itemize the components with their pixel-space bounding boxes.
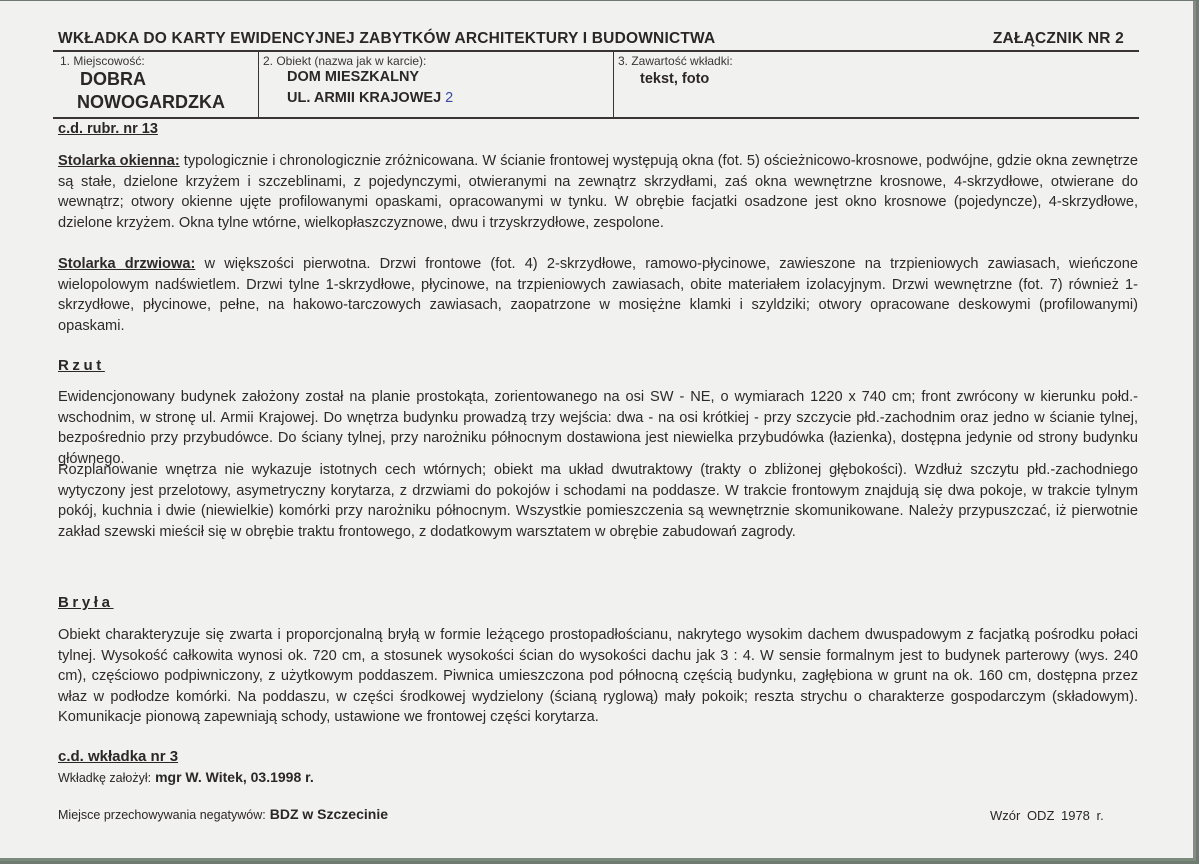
template-label: Wzór ODZ 1978 r. [990,808,1104,823]
field-locality-line1: DOBRA [80,69,146,89]
doors-paragraph [58,254,1138,336]
document-title: WKŁADKA DO KARTY EWIDENCYJNEJ ZABYTKÓW ARCHITEKTURY I BUDOWNICTWA [58,30,716,47]
field-contents-label: 3. Zawartość wkładki: [618,54,733,68]
field-locality-line2: NOWOGARDZKA [77,92,225,112]
windows-text: typologicznie i chronologicznie zróżnicowana. W ścianie frontowej występują okna (fot. 5) ościeżnicowo-krosnowe, podwójne, gdzie okna zewnętrze są stałe, dzielone krzyżem i szczeblinami, z pojedynczymi, otwieranymi na zewnątrz skrzydłami, zaś okna wewnętrzne krosnowe, 4-skrzydłowe, otwierane do wewnątrz; otwory okienne ujęte profilowanymi opaskami, opracowanymi w tynku. W obrębie facjatki osadzone jest okno krosnowe (pojedyncze), 4-skrzydłowe, dzielone krzyżem. Okna tylne wtórne, wielkopłaszczyznowe, dwu i trzyskrzydłowe, zespolone. [58,153,1139,231]
document-header [58,30,1138,48]
windows-paragraph [58,151,1138,233]
field-object [258,52,613,117]
field-object-house-number: 2 [445,90,454,106]
doors-text: w większości pierwotna. Drzwi frontowe (fot. 4) 2-skrzydłowe, ramowo-płycinowe, zawieszone na trzpieniowych zawiasach, wieńczone wielopolowym nadświetlem. Drzwi tylne 1-skrzydłowe, płycinowe, na trzpieniowych zawiasach, obite materiałem izolacyjnym. Drzwi wewnętrzne (fot. 7) również 1-skrzydłowe, płycinowe, pełne, na hakowo-tarczowych zawiasach, zaopatrzone w mosiężne klamki i szyldziki; otwory opracowane deskowymi (profilowanymi) opaskami. [58,256,1139,334]
created-by-label: Wkładkę założył: [58,771,152,785]
created-by [58,769,314,785]
doors-lead: Stolarka drzwiowa: [58,256,196,272]
negatives-location [58,806,388,822]
document-page [0,1,1196,861]
field-object-line2 [287,90,453,106]
rzut-paragraph-2: Rozplanowanie wnętrza nie wykazuje istotnych cech wtórnych; obiekt ma układ dwutraktowy (trakty o zbliżonej głębokości). Wzdłuż szczytu płd.-zachodniego wytyczony jest przelotowy, asymetryczny korytarza, z drzwiami do pokojów i schodami na poddasze. W trakcie frontowym znajdują się dwa pokoje, w trakcie tylnym pokój, kuchnia i dwie (niewielkie) komórki przy narożniku północnym. Wszystkie pomieszczenia są wewnętrznie skomunikowane. Należy przypuszczać, iż pierwotnie zakład szewski mieścił się w obrębie traktu frontowego, z dodatkowym warsztatem w obrębie zabudowań zagrody. [58,462,1138,540]
bryla-paragraph: Obiekt charakteryzuje się zwarta i proporcjonalną bryłą w formie leżącego prostopadłościanu, nakrytego wysokim dachem dwuspadowym z facjatką pośrodku połaci tylnej. Wysokość całkowita wynosi ok. 720 cm, a stosunek wysokości ścian do wysokości dachu jak 3 : 4. W sensie formalnym jest to budynek parterowy (wys. 240 cm), częściowo podpiwniczony, z użytkowym poddaszem. Piwnica umieszczona pod północną częścią budynku, zagłębiona w grunt na ok. 160 cm, dostępna przez właz w podłodze komórki. Na poddaszu, w części środkowej wydzielony (ścianą ryglową) mały pokoik; reszta strychu o charakterze gospodarczym (składowym). Komunikacje pionową zapewniają schody, ustawione we frontowej części korytarza. [58,627,1138,726]
windows-lead: Stolarka okienna: [58,153,180,169]
field-contents-value: tekst, foto [640,71,710,87]
field-locality-label: 1. Miejscowość: [60,54,145,68]
field-contents [613,52,1139,117]
field-object-label: 2. Obiekt (nazwa jak w karcie): [263,54,427,68]
form-fields-row [53,52,1139,117]
rzut-paragraph-1: Ewidencjonowany budynek założony został na planie prostokąta, zorientowanego na osi SW - NE, o wymiarach 1220 x 740 cm; front zwrócony w kierunku połd.-wschodnim, w stronę ul. Armii Krajowej. Do wnętrza budynku prowadzą trzy wejścia: dwa - na osi krótkiej - przy szczycie płd.-zachodnim oraz jedno w ścianie tylnej, bezpośrednio przy przybudówce. Do ściany tylnej, przy narożniku północnym dostawiona jest niewielka przybudówka (łazienka), dostępna jedynie od strony budynku głównego. [58,389,1138,467]
rzut-heading: Rzut [58,357,105,374]
negatives-value: BDZ w Szczecinie [269,806,388,822]
fields-rule [53,117,1139,119]
bryla-heading: Bryła [58,594,114,611]
field-locality [53,52,258,117]
field-object-line1: DOM MIESZKALNY [287,69,420,85]
negatives-label: Miejsce przechowywania negatywów: [58,808,266,822]
attachment-number: ZAŁĄCZNIK NR 2 [992,30,1124,47]
next-insert-label: c.d. wkładka nr 3 [58,748,179,765]
continuation-label: c.d. rubr. nr 13 [58,121,158,137]
field-object-street: UL. ARMII KRAJOWEJ [287,90,442,106]
created-by-value: mgr W. Witek, 03.1998 r. [155,769,314,785]
